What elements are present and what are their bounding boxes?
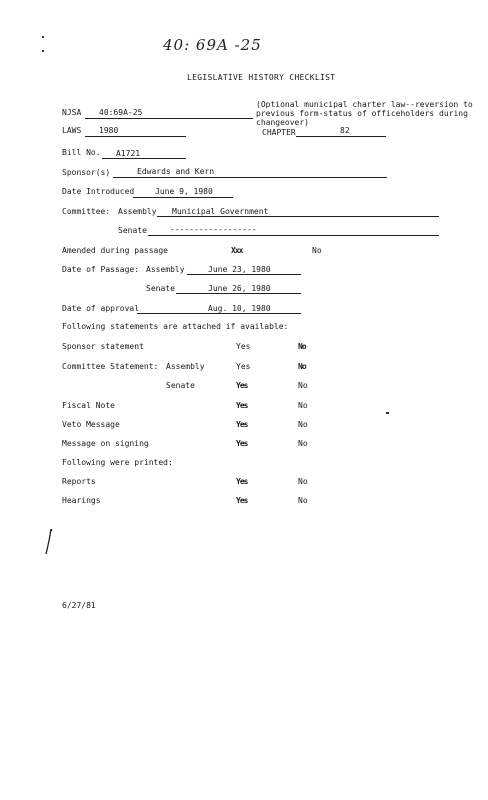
page-title: LEGISLATIVE HISTORY CHECKLIST	[187, 73, 336, 82]
message-on-signing-label: Message on signing	[62, 439, 149, 448]
njsa-underline	[85, 118, 253, 119]
laws-label: LAWS	[62, 126, 82, 135]
chapter-underline	[296, 136, 386, 137]
stray-mark	[42, 50, 44, 52]
handwritten-header: 40: 69A -25	[163, 36, 262, 54]
veto-message-no: No	[298, 420, 308, 429]
committee-statement-assembly-yes: Yes	[236, 362, 251, 371]
date-introduced-label: Date Introduced	[62, 187, 135, 196]
njsa-label: NJSA	[62, 108, 82, 117]
following-printed-text: Following were printed:	[62, 458, 173, 467]
committee-statement-assembly-no-crossed: No	[298, 362, 306, 371]
committee-statement-assembly-label: Assembly	[166, 362, 205, 371]
committee-assembly-value: Municipal Government	[172, 207, 269, 216]
sponsor-statement-label: Sponsor statement	[62, 342, 144, 351]
fiscal-note-label: Fiscal Note	[62, 401, 115, 410]
approval-value: Aug. 10, 1980	[208, 304, 271, 313]
passage-senate-label: Senate	[146, 284, 175, 293]
laws-value: 1980	[99, 126, 119, 135]
committee-senate-value: ------------------	[170, 225, 257, 234]
committee-senate-underline	[148, 235, 439, 236]
laws-underline	[85, 136, 186, 137]
approval-label: Date of approval	[62, 304, 140, 313]
committee-senate-label: Senate	[118, 226, 147, 235]
passage-senate-value: June 26, 1980	[208, 284, 271, 293]
chapter-value: 82	[340, 126, 350, 135]
passage-assembly-underline	[187, 274, 301, 275]
bill-label: Bill No.	[62, 148, 101, 157]
message-on-signing-yes-crossed: Yes	[236, 439, 248, 448]
passage-assembly-value: June 23, 1980	[208, 265, 271, 274]
reports-label: Reports	[62, 477, 96, 486]
bill-underline	[102, 158, 186, 159]
amended-yes-crossed: Xxx	[231, 246, 243, 255]
chapter-label: CHAPTER	[262, 128, 296, 137]
committee-statement-senate-label: Senate	[166, 381, 195, 390]
committee-statement-senate-yes-crossed: Yes	[236, 381, 248, 390]
committee-statement-senate-no: No	[298, 381, 308, 390]
sponsor-statement-no-crossed: No	[298, 342, 306, 351]
passage-label: Date of Passage:	[62, 265, 140, 274]
sponsors-label: Sponsor(s)	[62, 168, 111, 177]
fiscal-note-yes-crossed: Yes	[236, 401, 248, 410]
sponsor-statement-yes: Yes	[236, 342, 251, 351]
sponsors-underline	[113, 177, 387, 178]
message-on-signing-no: No	[298, 439, 308, 448]
njsa-value: 40:69A-25	[99, 108, 143, 117]
fiscal-note-no: No	[298, 401, 308, 410]
date-introduced-value: June 9, 1980	[155, 187, 213, 196]
stray-mark	[42, 36, 44, 38]
stray-mark	[386, 412, 389, 414]
handwritten-slash-mark	[42, 528, 56, 556]
committee-assembly-underline	[157, 216, 439, 217]
sponsors-value: Edwards and Kern	[137, 167, 215, 176]
reports-no: No	[298, 477, 308, 486]
amended-no: No	[312, 246, 322, 255]
reports-yes-crossed: Yes	[236, 477, 248, 486]
bill-value: A1721	[116, 149, 141, 158]
veto-message-label: Veto Message	[62, 420, 120, 429]
committee-assembly-label: Assembly	[118, 207, 157, 216]
committee-statement-label: Committee Statement:	[62, 362, 159, 371]
amended-label: Amended during passage	[62, 246, 168, 255]
approval-underline	[137, 313, 301, 314]
veto-message-yes-crossed: Yes	[236, 420, 248, 429]
date-introduced-underline	[133, 197, 233, 198]
charter-note: (Optional municipal charter law--reversion to previous form-status of officeholders during changeover)	[256, 100, 473, 127]
hearings-no: No	[298, 496, 308, 505]
following-attached-text: Following statements are attached if available:	[62, 322, 289, 331]
hearings-label: Hearings	[62, 496, 101, 505]
footer-date: 6/27/81	[62, 601, 96, 610]
hearings-yes-crossed: Yes	[236, 496, 248, 505]
passage-senate-underline	[176, 293, 301, 294]
committee-label: Committee:	[62, 207, 111, 216]
passage-assembly-label: Assembly	[146, 265, 185, 274]
